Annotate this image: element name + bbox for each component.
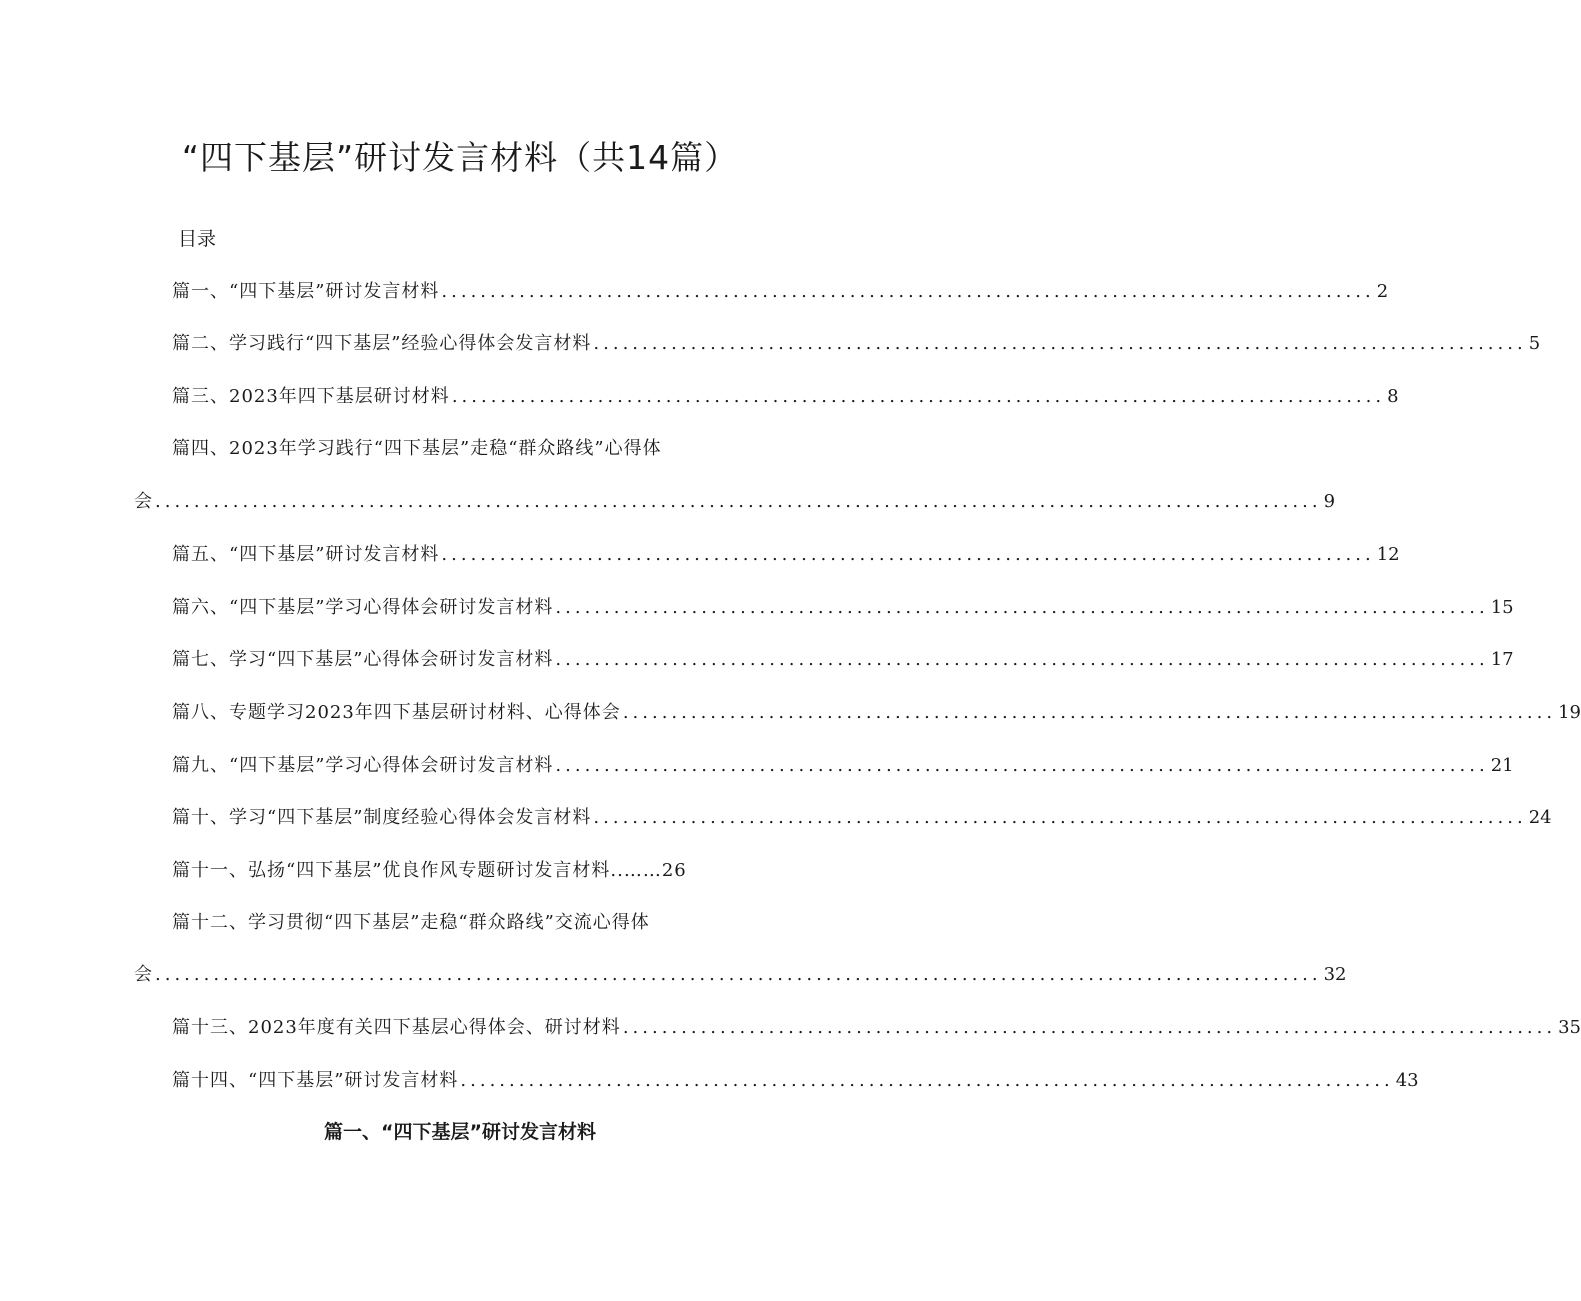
toc-leader-dots: ................................................................................................	[460, 1070, 1394, 1091]
toc-page-number: 5	[1528, 333, 1541, 354]
toc-entry-text: 篇三、2023年四下基层研讨材料	[172, 386, 450, 407]
toc-entry[interactable]	[172, 542, 1400, 568]
toc-page-number: 35	[1558, 1017, 1581, 1038]
toc-leader-dots: ................................................................................................	[622, 702, 1557, 723]
toc-page-number: 19	[1558, 702, 1581, 723]
toc-leader-dots: ................................................................................................	[555, 755, 1489, 776]
toc-page-number: 8	[1387, 386, 1399, 407]
toc-entry-text: 会	[134, 491, 153, 512]
toc-leader-dots: ........................................................................................................................	[155, 491, 1322, 512]
toc-leader-dots: ........................................................................................................................	[155, 964, 1322, 985]
toc-page-number: 24	[1528, 807, 1552, 828]
toc-entry-text: 篇八、专题学习2023年四下基层研讨材料、心得体会	[172, 702, 621, 723]
toc-page-number: 9	[1323, 491, 1336, 512]
toc-page-number: 17	[1490, 649, 1514, 670]
toc-leader-dots: ................................................................................................	[451, 386, 1386, 407]
toc-entry-text: 篇六、“四下基层”学习心得体会研讨发言材料	[172, 597, 554, 618]
toc-entry[interactable]	[172, 331, 1541, 357]
toc-entry-text: 篇九、“四下基层”学习心得体会研讨发言材料	[172, 755, 554, 776]
toc-entry-text: 篇十、学习“四下基层”制度经验心得体会发言材料	[172, 807, 592, 828]
toc-page-number: 32	[1323, 964, 1347, 985]
toc-entry[interactable]	[172, 753, 1514, 779]
toc-entry[interactable]	[134, 489, 1336, 515]
toc-entry[interactable]: 篇十一、弘扬“四下基层”优良作风专题研讨发言材料..……26	[172, 860, 687, 881]
toc-entry[interactable]	[172, 647, 1514, 673]
toc-entry[interactable]	[172, 805, 1552, 831]
toc-entry-text: 篇十三、2023年度有关四下基层心得体会、研讨材料	[172, 1017, 621, 1038]
toc-entry-first-line[interactable]: 篇四、2023年学习践行“四下基层”走稳“群众路线”心得体	[172, 438, 662, 459]
toc-page-number: 15	[1490, 597, 1514, 618]
toc-page-number: 21	[1490, 755, 1514, 776]
document-title: “四下基层”研讨发言材料（共14篇）	[181, 138, 739, 177]
toc-entry[interactable]	[172, 700, 1581, 726]
section-heading: 篇一、“四下基层”研讨发言材料	[324, 1121, 596, 1143]
toc-entry-text: 篇十四、“四下基层”研讨发言材料	[172, 1070, 459, 1091]
toc-entry[interactable]	[172, 384, 1399, 410]
toc-entry[interactable]	[172, 595, 1514, 621]
toc-leader-dots: ................................................................................................	[593, 807, 1527, 828]
toc-entry-text: 会	[134, 964, 153, 985]
toc-entry[interactable]	[172, 1068, 1419, 1094]
toc-entry[interactable]	[134, 962, 1347, 988]
toc-leader-dots: ................................................................................................	[555, 649, 1489, 670]
toc-leader-dots: ................................................................................................	[593, 333, 1527, 354]
toc-entry[interactable]	[172, 1015, 1581, 1041]
toc-page-number: 12	[1376, 544, 1400, 565]
toc-leader-dots: ................................................................................................	[622, 1017, 1557, 1038]
toc-leader-dots: ................................................................................................	[441, 544, 1375, 565]
toc-entry-first-line[interactable]: 篇十二、学习贯彻“四下基层”走稳“群众路线”交流心得体	[172, 912, 650, 933]
toc-page-number: 43	[1395, 1070, 1419, 1091]
toc-page-number: 2	[1376, 281, 1389, 302]
toc-entry-text: 篇七、学习“四下基层”心得体会研讨发言材料	[172, 649, 554, 670]
toc-entry-text: 篇五、“四下基层”研讨发言材料	[172, 544, 440, 565]
toc-label: 目录	[178, 228, 217, 250]
toc-entry[interactable]	[172, 279, 1389, 305]
toc-leader-dots: ................................................................................................	[555, 597, 1489, 618]
toc-leader-dots: ................................................................................................	[441, 281, 1375, 302]
toc-entry-text: 篇二、学习践行“四下基层”经验心得体会发言材料	[172, 333, 592, 354]
toc-entry-text: 篇一、“四下基层”研讨发言材料	[172, 281, 440, 302]
